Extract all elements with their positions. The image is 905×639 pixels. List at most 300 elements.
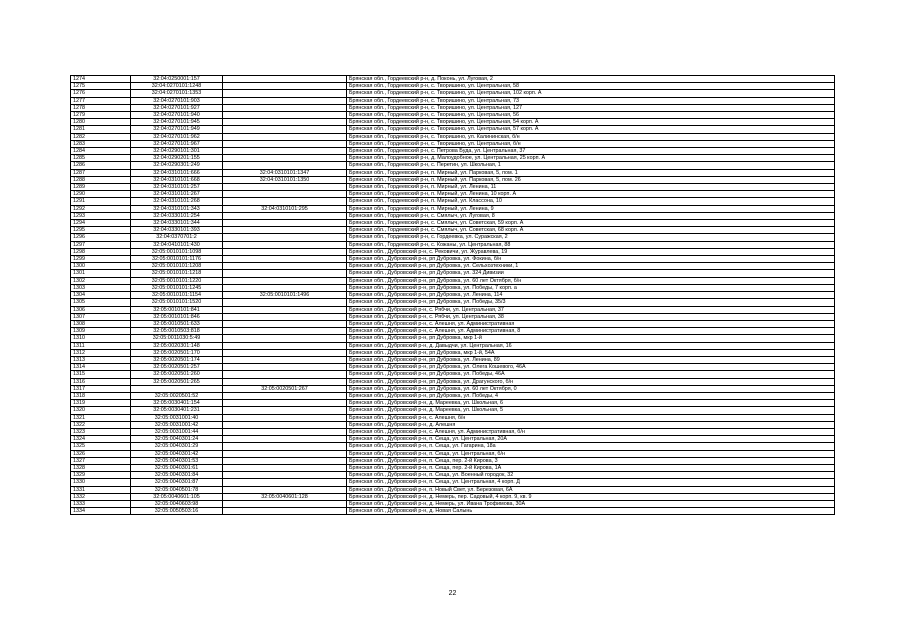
- address-cell: Брянская обл., Дубровский р-н, рп Дубровка, ул. Ленина, 114: [347, 292, 835, 299]
- table-row: [71, 385, 835, 392]
- table-row: [71, 140, 835, 147]
- address-cell: Брянская обл., Гордеевский р-н, п. Мирный, ул. Ленина, 10 корп. А: [347, 191, 835, 198]
- address-cell: Брянская обл., Дубровский р-н, п. Сеща, пер. 2-й Кирова, 3: [347, 457, 835, 464]
- table-row: [71, 313, 835, 320]
- table-row: [71, 184, 835, 191]
- cadastral-number-cell: 32:05:0020501:170: [131, 349, 223, 356]
- table-row: [71, 227, 835, 234]
- row-number-cell: 1288: [71, 176, 131, 183]
- secondary-cadastral-cell: [223, 126, 347, 133]
- address-cell: Брянская обл., Гордеевский р-н, с. Творишино, ул. Центральная, 57 корп. А: [347, 126, 835, 133]
- table-row: [71, 292, 835, 299]
- table-row: [71, 277, 835, 284]
- secondary-cadastral-cell: [223, 148, 347, 155]
- secondary-cadastral-cell: [223, 198, 347, 205]
- table-row: [71, 493, 835, 500]
- address-cell: Брянская обл., Гордеевский р-н, с. Творишино, ул. Калининская, б/н: [347, 133, 835, 140]
- table-row: [71, 270, 835, 277]
- row-number-cell: 1330: [71, 479, 131, 486]
- secondary-cadastral-cell: 32:05:0020501:267: [223, 385, 347, 392]
- secondary-cadastral-cell: [223, 90, 347, 97]
- row-number-cell: 1311: [71, 342, 131, 349]
- address-cell: Брянская обл., Гордеевский р-н, п. Мирный, ул. Классона, 10: [347, 198, 835, 205]
- cadastral-number-cell: 32:05:0010101:1154: [131, 292, 223, 299]
- secondary-cadastral-cell: [223, 335, 347, 342]
- table-row: [71, 306, 835, 313]
- cadastral-number-cell: 32:04:0250001:157: [131, 76, 223, 83]
- secondary-cadastral-cell: [223, 364, 347, 371]
- table-row: [71, 263, 835, 270]
- cadastral-number-cell: 32:05:0040301:53: [131, 457, 223, 464]
- cadastral-number-cell: 32:05:0040501:78: [131, 486, 223, 493]
- address-cell: Брянская обл., Дубровский р-н, рп Дубровка, ул. Драгунского, б/н: [347, 378, 835, 385]
- secondary-cadastral-cell: [223, 241, 347, 248]
- table-row: [71, 342, 835, 349]
- table-row: [71, 169, 835, 176]
- address-cell: Брянская обл., Дубровский р-н, д. Алешня: [347, 421, 835, 428]
- address-cell: Брянская обл., Гордеевский р-н, п. Мирный, ул. Парковая, 5, пом. 1: [347, 169, 835, 176]
- row-number-cell: 1291: [71, 198, 131, 205]
- table-row: [71, 162, 835, 169]
- secondary-cadastral-cell: [223, 184, 347, 191]
- cadastral-number-cell: 32:05:0040301:42: [131, 450, 223, 457]
- cadastral-number-cell: 32:05:0011030:5:49: [131, 335, 223, 342]
- table-row: [71, 328, 835, 335]
- table-row: [71, 508, 835, 515]
- address-cell: Брянская обл., Дубровский р-н, рп Дубровка, ул. Победы, 4: [347, 392, 835, 399]
- secondary-cadastral-cell: [223, 400, 347, 407]
- table-row: [71, 414, 835, 421]
- table-row: [71, 148, 835, 155]
- cadastral-number-cell: 32:04:0270101:949: [131, 126, 223, 133]
- table-row: [71, 198, 835, 205]
- cadastral-number-cell: 32:04:0370701:2: [131, 234, 223, 241]
- cadastral-number-cell: 32:05:0020301:148: [131, 342, 223, 349]
- secondary-cadastral-cell: [223, 479, 347, 486]
- address-cell: Брянская обл., Гордеевский р-н, д. Поконь, ул. Луговая, 2: [347, 76, 835, 83]
- row-number-cell: 1314: [71, 364, 131, 371]
- row-number-cell: 1334: [71, 508, 131, 515]
- row-number-cell: 1307: [71, 313, 131, 320]
- cadastral-number-cell: 32:04:0310101:267: [131, 191, 223, 198]
- row-number-cell: 1329: [71, 472, 131, 479]
- address-cell: Брянская обл., Дубровский р-н, рп Дубровка, ул. 60 лет Октября, 0: [347, 385, 835, 392]
- table-row: [71, 443, 835, 450]
- address-cell: Брянская обл., Гордеевский р-н, с. Кожаны, ул. Центральная, 88: [347, 241, 835, 248]
- cadastral-number-cell: 32:04:0290301:249: [131, 162, 223, 169]
- table-row: [71, 119, 835, 126]
- row-number-cell: 1326: [71, 450, 131, 457]
- address-cell: Брянская обл., Гордеевский р-н, с. Перетин, ул. Школьная, 1: [347, 162, 835, 169]
- address-cell: Брянская обл., Гордеевский р-н, с. Творишино, ул. Центральная, 56: [347, 112, 835, 119]
- cadastral-number-cell: 32:04:0290201:155: [131, 155, 223, 162]
- row-number-cell: 1274: [71, 76, 131, 83]
- row-number-cell: 1328: [71, 464, 131, 471]
- table-row: [71, 479, 835, 486]
- table-row: [71, 371, 835, 378]
- address-cell: Брянская обл., Гордеевский р-н, п. Мирный, ул. Парковая, 5, пом. 26: [347, 176, 835, 183]
- secondary-cadastral-cell: [223, 119, 347, 126]
- address-cell: Брянская обл., Дубровский р-н, д. Новая Салынь: [347, 508, 835, 515]
- table-row: [71, 407, 835, 414]
- row-number-cell: 1275: [71, 83, 131, 90]
- table-row: [71, 356, 835, 363]
- cadastral-number-cell: 32:05:0010101:841: [131, 306, 223, 313]
- secondary-cadastral-cell: [223, 508, 347, 515]
- address-cell: Брянская обл., Дубровский р-н, с. Алешня, ул. Административная: [347, 320, 835, 327]
- address-cell: Брянская обл., Гордеевский р-н, п. Мирный, ул. Ленина, 11: [347, 184, 835, 191]
- address-cell: Брянская обл., Дубровский р-н, д. Немерь, ул. Ивана Трофимова, 30А: [347, 500, 835, 507]
- secondary-cadastral-cell: [223, 263, 347, 270]
- row-number-cell: 1325: [71, 443, 131, 450]
- secondary-cadastral-cell: [223, 414, 347, 421]
- table-row: [71, 364, 835, 371]
- address-cell: Брянская обл., Дубровский р-н, с. Алешня, ул. Административная, 8: [347, 328, 835, 335]
- cadastral-number-cell: 32:04:0270101:1353: [131, 90, 223, 97]
- row-number-cell: 1308: [71, 320, 131, 327]
- cadastral-number-cell: 32:05:0031001:40: [131, 414, 223, 421]
- address-cell: Брянская обл., Дубровский р-н, рп Дубровка, ул. Сельхозтехники, 1: [347, 263, 835, 270]
- cadastral-number-cell: 32:05:0040301:61: [131, 464, 223, 471]
- row-number-cell: 1292: [71, 205, 131, 212]
- secondary-cadastral-cell: [223, 306, 347, 313]
- table-row: [71, 83, 835, 90]
- table-row: [71, 155, 835, 162]
- address-cell: Брянская обл., Гордеевский р-н, с. Петрова Буда, ул. Центральная, 37: [347, 148, 835, 155]
- table-row: [71, 450, 835, 457]
- table-row: [71, 486, 835, 493]
- row-number-cell: 1298: [71, 248, 131, 255]
- secondary-cadastral-cell: [223, 371, 347, 378]
- address-cell: Брянская обл., Гордеевский р-н, с. Творишино, ул. Центральная, 54 корп. А: [347, 119, 835, 126]
- cadastral-number-cell: 32:05:0040301:24: [131, 436, 223, 443]
- row-number-cell: 1303: [71, 284, 131, 291]
- cadastral-number-cell: 32:05:0010101:1245: [131, 284, 223, 291]
- secondary-cadastral-cell: [223, 464, 347, 471]
- secondary-cadastral-cell: [223, 349, 347, 356]
- address-cell: Брянская обл., Дубровский р-н, д. Мареевка, ул. Школьная, 6: [347, 400, 835, 407]
- cadastral-number-cell: 32:04:0310101:257: [131, 184, 223, 191]
- cadastral-number-cell: 32:05:0040601:105: [131, 493, 223, 500]
- table-row: [71, 176, 835, 183]
- row-number-cell: 1309: [71, 328, 131, 335]
- secondary-cadastral-cell: [223, 270, 347, 277]
- secondary-cadastral-cell: [223, 472, 347, 479]
- row-number-cell: 1281: [71, 126, 131, 133]
- secondary-cadastral-cell: [223, 191, 347, 198]
- address-cell: Брянская обл., Дубровский р-н, рп Дубровка, ул. Победы, 35/3: [347, 299, 835, 306]
- table-row: [71, 320, 835, 327]
- secondary-cadastral-cell: [223, 227, 347, 234]
- address-cell: Брянская обл., Дубровский р-н, с. Рябчи, ул. Центральная, 38: [347, 313, 835, 320]
- cadastral-number-cell: 32:04:0270101:927: [131, 104, 223, 111]
- secondary-cadastral-cell: [223, 256, 347, 263]
- cadastral-number-cell: 32:05:0010101:1176: [131, 256, 223, 263]
- secondary-cadastral-cell: [223, 443, 347, 450]
- address-cell: Брянская обл., Дубровский р-н, д. Немерь, пер. Садовый, 4 корп. 9, кв. 9: [347, 493, 835, 500]
- table-row: [71, 284, 835, 291]
- secondary-cadastral-cell: [223, 500, 347, 507]
- secondary-cadastral-cell: [223, 486, 347, 493]
- address-cell: Брянская обл., Дубровский р-н, рп Дубровка, ул. Олега Кошевого, 46А: [347, 364, 835, 371]
- cadastral-number-cell: 32:04:0330101:254: [131, 212, 223, 219]
- secondary-cadastral-cell: [223, 104, 347, 111]
- cadastral-number-cell: 32:04:0290101:301: [131, 148, 223, 155]
- table-row: [71, 90, 835, 97]
- table-row: [71, 133, 835, 140]
- table-row: [71, 378, 835, 385]
- address-cell: Брянская обл., Дубровский р-н, п. Сеща, ул. Военный городок, 32: [347, 472, 835, 479]
- row-number-cell: 1289: [71, 184, 131, 191]
- row-number-cell: 1295: [71, 227, 131, 234]
- secondary-cadastral-cell: [223, 277, 347, 284]
- secondary-cadastral-cell: [223, 140, 347, 147]
- row-number-cell: 1287: [71, 169, 131, 176]
- secondary-cadastral-cell: [223, 97, 347, 104]
- address-cell: Брянская обл., Дубровский р-н, рп Дубровка, ул. Победы, 46А: [347, 371, 835, 378]
- row-number-cell: 1331: [71, 486, 131, 493]
- cadastral-number-cell: 32:04:0310101:666: [131, 169, 223, 176]
- table-row: [71, 205, 835, 212]
- table-row: [71, 392, 835, 399]
- cadastral-number-cell: 32:05:0040301:87: [131, 479, 223, 486]
- cadastral-number-cell: 32:05:0010101:1098: [131, 248, 223, 255]
- address-cell: Брянская обл., Дубровский р-н, рп Дубровка, ул. Ленина, 89: [347, 356, 835, 363]
- cadastral-number-cell: 32:04:0310101:268: [131, 198, 223, 205]
- row-number-cell: 1276: [71, 90, 131, 97]
- row-number-cell: 1332: [71, 493, 131, 500]
- table-row: [71, 256, 835, 263]
- table-row: [71, 472, 835, 479]
- table-body: [71, 76, 835, 515]
- cadastral-number-cell: 32:05:0010101:1218: [131, 270, 223, 277]
- cadastral-number-cell: 32:05:0010101:1220: [131, 277, 223, 284]
- secondary-cadastral-cell: [223, 234, 347, 241]
- secondary-cadastral-cell: [223, 320, 347, 327]
- table-row: [71, 248, 835, 255]
- secondary-cadastral-cell: [223, 356, 347, 363]
- row-number-cell: 1301: [71, 270, 131, 277]
- row-number-cell: 1316: [71, 378, 131, 385]
- secondary-cadastral-cell: 32:04:0310101:295: [223, 205, 347, 212]
- table-row: [71, 349, 835, 356]
- address-cell: Брянская обл., Дубровский р-н, д. Давыдчи, ул. Центральная, 16: [347, 342, 835, 349]
- row-number-cell: 1327: [71, 457, 131, 464]
- secondary-cadastral-cell: 32:04:0310101:1347: [223, 169, 347, 176]
- secondary-cadastral-cell: [223, 212, 347, 219]
- row-number-cell: 1294: [71, 220, 131, 227]
- cadastral-number-cell: 32:05:0031001:42: [131, 421, 223, 428]
- table-row: [71, 220, 835, 227]
- table-row: [71, 299, 835, 306]
- cadastral-number-cell: 32:04:0270101:903: [131, 97, 223, 104]
- cadastral-number-cell: 32:05:0010101:1520: [131, 299, 223, 306]
- address-cell: Брянская обл., Гордеевский р-н, с. Смялыч, ул. Советская, 59 корп. А: [347, 220, 835, 227]
- cadastral-number-cell: 32:05:0050503:16: [131, 508, 223, 515]
- address-cell: Брянская обл., Дубровский р-н, п. Сеща, ул. Гагарина, 18а: [347, 443, 835, 450]
- secondary-cadastral-cell: [223, 133, 347, 140]
- address-cell: Брянская обл., Дубровский р-н, рп Дубровка, мкр 1-й: [347, 335, 835, 342]
- cadastral-number-cell: 32:04:0310101:343: [131, 205, 223, 212]
- row-number-cell: 1306: [71, 306, 131, 313]
- address-cell: Брянская обл., Гордеевский р-н, д. Малоудобное, ул. Центральная, 25 корп. А: [347, 155, 835, 162]
- address-cell: Брянская обл., Гордеевский р-н, с. Творишино, ул. Центральная, 73: [347, 97, 835, 104]
- table-row: [71, 191, 835, 198]
- cadastral-number-cell: 32:05:0010101:846: [131, 313, 223, 320]
- address-cell: Брянская обл., Дубровский р-н, рп Дубровка, мкр 1-й, 54А: [347, 349, 835, 356]
- page-number: 22: [448, 590, 457, 597]
- table-row: [71, 76, 835, 83]
- address-cell: Брянская обл., Дубровский р-н, с. Рябчи, ул. Центральная, 37: [347, 306, 835, 313]
- cadastral-number-cell: 32:04:0270101:967: [131, 140, 223, 147]
- secondary-cadastral-cell: [223, 313, 347, 320]
- cadastral-number-cell: 32:04:0330101:393: [131, 227, 223, 234]
- row-number-cell: 1286: [71, 162, 131, 169]
- address-cell: Брянская обл., Гордеевский р-н, с. Гордеевка, ул. Суражская, 2: [347, 234, 835, 241]
- cadastral-number-cell: 32:05:0040301:29: [131, 443, 223, 450]
- cadastral-number-cell: 32:04:0330101:344: [131, 220, 223, 227]
- row-number-cell: 1304: [71, 292, 131, 299]
- table-row: [71, 112, 835, 119]
- row-number-cell: 1305: [71, 299, 131, 306]
- row-number-cell: 1293: [71, 212, 131, 219]
- address-cell: Брянская обл., Дубровский р-н, п. Новый Свет, ул. Березовая, 6А: [347, 486, 835, 493]
- cadastral-number-cell: 32:05:0020501:265: [131, 378, 223, 385]
- address-cell: Брянская обл., Гордеевский р-н, п. Мирный, ул. Ленина, 9: [347, 205, 835, 212]
- cadastral-number-cell: 32:05:0010501:633: [131, 320, 223, 327]
- row-number-cell: 1302: [71, 277, 131, 284]
- row-number-cell: 1300: [71, 263, 131, 270]
- address-cell: Брянская обл., Дубровский р-н, с. Алешня, ул. Административная, б/н: [347, 428, 835, 435]
- cadastral-number-cell: 32:04:0310101:668: [131, 176, 223, 183]
- property-table: [70, 75, 835, 515]
- address-cell: Брянская обл., Дубровский р-н, рп Дубровка, ул. 60 лет Октября, б/н: [347, 277, 835, 284]
- cadastral-number-cell: 32:05:0040603:98: [131, 500, 223, 507]
- secondary-cadastral-cell: [223, 342, 347, 349]
- secondary-cadastral-cell: [223, 378, 347, 385]
- secondary-cadastral-cell: [223, 299, 347, 306]
- table-row: [71, 421, 835, 428]
- table-row: [71, 234, 835, 241]
- secondary-cadastral-cell: [223, 428, 347, 435]
- row-number-cell: 1296: [71, 234, 131, 241]
- row-number-cell: 1310: [71, 335, 131, 342]
- address-cell: Брянская обл., Гордеевский р-н, с. Творишино, ул. Центральная, 127: [347, 104, 835, 111]
- row-number-cell: 1318: [71, 392, 131, 399]
- row-number-cell: 1315: [71, 371, 131, 378]
- row-number-cell: 1320: [71, 407, 131, 414]
- row-number-cell: 1321: [71, 414, 131, 421]
- address-cell: Брянская обл., Дубровский р-н, с. Рековичи, ул. Журавлева, 19: [347, 248, 835, 255]
- secondary-cadastral-cell: [223, 392, 347, 399]
- address-cell: Брянская обл., Дубровский р-н, рп Дубровка, ул. 324 Дивизии: [347, 270, 835, 277]
- secondary-cadastral-cell: [223, 83, 347, 90]
- row-number-cell: 1278: [71, 104, 131, 111]
- secondary-cadastral-cell: [223, 220, 347, 227]
- table-row: [71, 400, 835, 407]
- row-number-cell: 1324: [71, 436, 131, 443]
- cadastral-number-cell: 32:04:0410101:430: [131, 241, 223, 248]
- secondary-cadastral-cell: [223, 155, 347, 162]
- cadastral-number-cell: 32:05:0020501:257: [131, 364, 223, 371]
- secondary-cadastral-cell: 32:05:0040601:128: [223, 493, 347, 500]
- secondary-cadastral-cell: 32:04:0310101:1350: [223, 176, 347, 183]
- address-cell: Брянская обл., Гордеевский р-н, с. Творишино, ул. Центральная, 58: [347, 83, 835, 90]
- row-number-cell: 1280: [71, 119, 131, 126]
- row-number-cell: 1317: [71, 385, 131, 392]
- row-number-cell: 1284: [71, 148, 131, 155]
- row-number-cell: 1282: [71, 133, 131, 140]
- table-row: [71, 436, 835, 443]
- table-row: [71, 212, 835, 219]
- cadastral-number-cell: 32:04:0270101:940: [131, 112, 223, 119]
- row-number-cell: 1279: [71, 112, 131, 119]
- cadastral-number-cell: 32:05:0040301:84: [131, 472, 223, 479]
- cadastral-number-cell: 32:05:0030401:154: [131, 400, 223, 407]
- secondary-cadastral-cell: [223, 76, 347, 83]
- address-cell: Брянская обл., Дубровский р-н, рп Дубровка, ул. Фокина, б/н: [347, 256, 835, 263]
- row-number-cell: 1290: [71, 191, 131, 198]
- row-number-cell: 1313: [71, 356, 131, 363]
- address-cell: Брянская обл., Гордеевский р-н, с. Смялыч, ул. Советская, 68 корп. А: [347, 227, 835, 234]
- address-cell: Брянская обл., Дубровский р-н, с. Алешня, б/н: [347, 414, 835, 421]
- cadastral-number-cell: 32:04:0270101:1248: [131, 83, 223, 90]
- cadastral-number-cell: 32:05:0010503:818: [131, 328, 223, 335]
- secondary-cadastral-cell: [223, 248, 347, 255]
- secondary-cadastral-cell: [223, 407, 347, 414]
- cadastral-number-cell: 32:05:0020501:52: [131, 392, 223, 399]
- address-cell: Брянская обл., Дубровский р-н, п. Сеща, ул. Центральная, 4 корп. Д: [347, 479, 835, 486]
- secondary-cadastral-cell: [223, 112, 347, 119]
- cadastral-number-cell: 32:04:0270101:945: [131, 119, 223, 126]
- row-number-cell: 1322: [71, 421, 131, 428]
- secondary-cadastral-cell: 32:05:0010101:1496: [223, 292, 347, 299]
- table-row: [71, 457, 835, 464]
- cadastral-number-cell: [131, 385, 223, 392]
- row-number-cell: 1299: [71, 256, 131, 263]
- secondary-cadastral-cell: [223, 421, 347, 428]
- table-row: [71, 335, 835, 342]
- cadastral-number-cell: 32:05:0020501:260: [131, 371, 223, 378]
- cadastral-number-cell: 32:05:0010101:1208: [131, 263, 223, 270]
- cadastral-number-cell: 32:05:0031001:44: [131, 428, 223, 435]
- row-number-cell: 1312: [71, 349, 131, 356]
- table-row: [71, 428, 835, 435]
- address-cell: Брянская обл., Гордеевский р-н, с. Творишино, ул. Центральная, б/н: [347, 140, 835, 147]
- address-cell: Брянская обл., Гордеевский р-н, с. Творишино, ул. Центральная, 102 корп. А: [347, 90, 835, 97]
- cadastral-number-cell: 32:05:0030401:231: [131, 407, 223, 414]
- secondary-cadastral-cell: [223, 436, 347, 443]
- cadastral-number-cell: 32:05:0020501:174: [131, 356, 223, 363]
- row-number-cell: 1277: [71, 97, 131, 104]
- address-cell: Брянская обл., Гордеевский р-н, с. Смялыч, ул. Луговая, 8: [347, 212, 835, 219]
- secondary-cadastral-cell: [223, 450, 347, 457]
- address-cell: Брянская обл., Дубровский р-н, п. Сеща, ул. Центральная, 20А: [347, 436, 835, 443]
- address-cell: Брянская обл., Дубровский р-н, п. Сеща, ул. Центральная, б/н: [347, 450, 835, 457]
- table-row: [71, 97, 835, 104]
- address-cell: Брянская обл., Дубровский р-н, д. Мареевка, ул. Школьная, 5: [347, 407, 835, 414]
- row-number-cell: 1297: [71, 241, 131, 248]
- table-row: [71, 126, 835, 133]
- secondary-cadastral-cell: [223, 457, 347, 464]
- secondary-cadastral-cell: [223, 162, 347, 169]
- row-number-cell: 1333: [71, 500, 131, 507]
- secondary-cadastral-cell: [223, 328, 347, 335]
- table-row: [71, 104, 835, 111]
- address-cell: Брянская обл., Дубровский р-н, рп Дубровка, ул. Победы, 7 корп. а: [347, 284, 835, 291]
- row-number-cell: 1285: [71, 155, 131, 162]
- table-row: [71, 464, 835, 471]
